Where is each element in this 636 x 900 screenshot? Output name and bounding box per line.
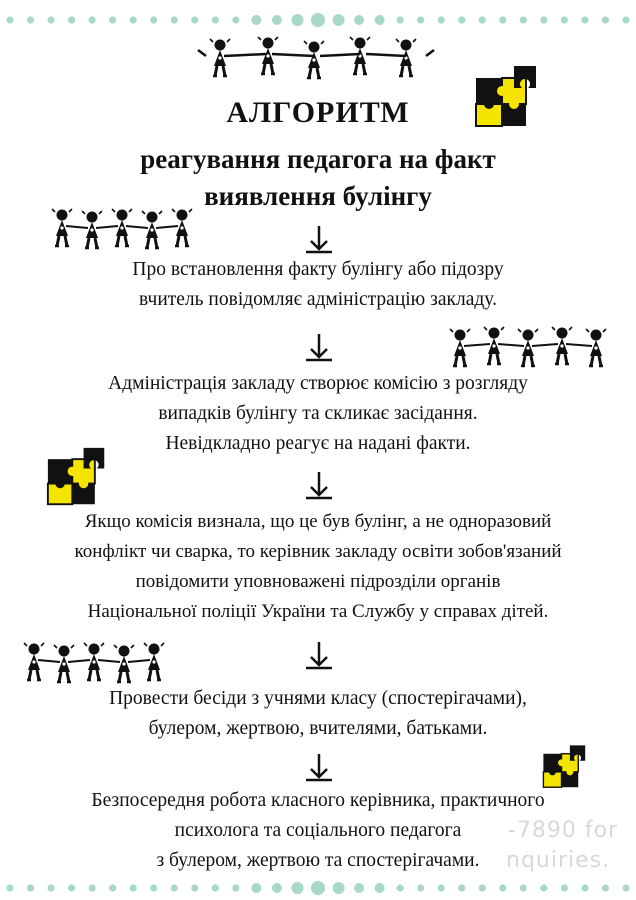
step-3-line-2: конфлікт чи сварка, то керівник закладу освіти зобов'язаний [74, 541, 562, 562]
page-subtitle-line-2: виявлення булінгу [204, 181, 432, 211]
step-5-line-1: Безпосередня робота класного керівника, практичного [91, 790, 545, 811]
top-dot-border [0, 10, 636, 30]
puzzle-pieces-icon [46, 446, 108, 508]
arrow-down-icon [302, 752, 336, 782]
step-1-line-2: вчитель повідомляє адміністрацію закладу. [139, 289, 497, 310]
step-4-line-1: Провести бесіди з учнями класу (спостерігачами), [109, 688, 527, 709]
arrow-down-icon [302, 470, 336, 500]
children-holding-hands-icon [48, 206, 198, 250]
step-3-line-4: Національної поліції України та Службу у справах дітей. [87, 601, 549, 622]
step-4 [0, 684, 636, 744]
children-holding-hands-icon [20, 640, 170, 684]
step-3-line-1: Якщо комісія визнала, що це був булінг, а не одноразовий [84, 511, 552, 532]
step-2-line-1: Адміністрація закладу створює комісію з розгляду [108, 373, 528, 394]
step-3 [0, 507, 636, 627]
step-4-line-2: булером, жертвою, вчителями, батьками. [148, 718, 488, 739]
children-holding-hands-icon [196, 32, 436, 88]
step-3-line-3: повідомити уповноважені підрозділи органів [135, 571, 501, 592]
page-title: АЛГОРИТМ [226, 96, 410, 129]
step-5-line-2: психолога та соціального педагога [174, 820, 462, 841]
arrow-down-icon [302, 224, 336, 254]
arrow-down-icon [302, 640, 336, 670]
watermark-line-2: nquiries. [506, 848, 611, 873]
arrow-down-icon [302, 332, 336, 362]
bottom-dot-border [0, 878, 636, 898]
watermark-line-1: -7890 for [508, 818, 619, 843]
step-5-line-3: з булером, жертвою та спостерігачами. [156, 850, 480, 871]
step-1 [0, 255, 636, 315]
step-2-line-3: Невідкладно реагує на надані факти. [165, 433, 471, 454]
page-subtitle-line-1: реагування педагога на факт [140, 144, 496, 174]
step-1-line-1: Про встановлення факту булінгу або підозру [132, 259, 504, 280]
children-holding-hands-icon [444, 324, 614, 372]
puzzle-pieces-icon [542, 744, 588, 790]
step-2-line-2: випадків булінгу та скликає засідання. [158, 403, 478, 424]
